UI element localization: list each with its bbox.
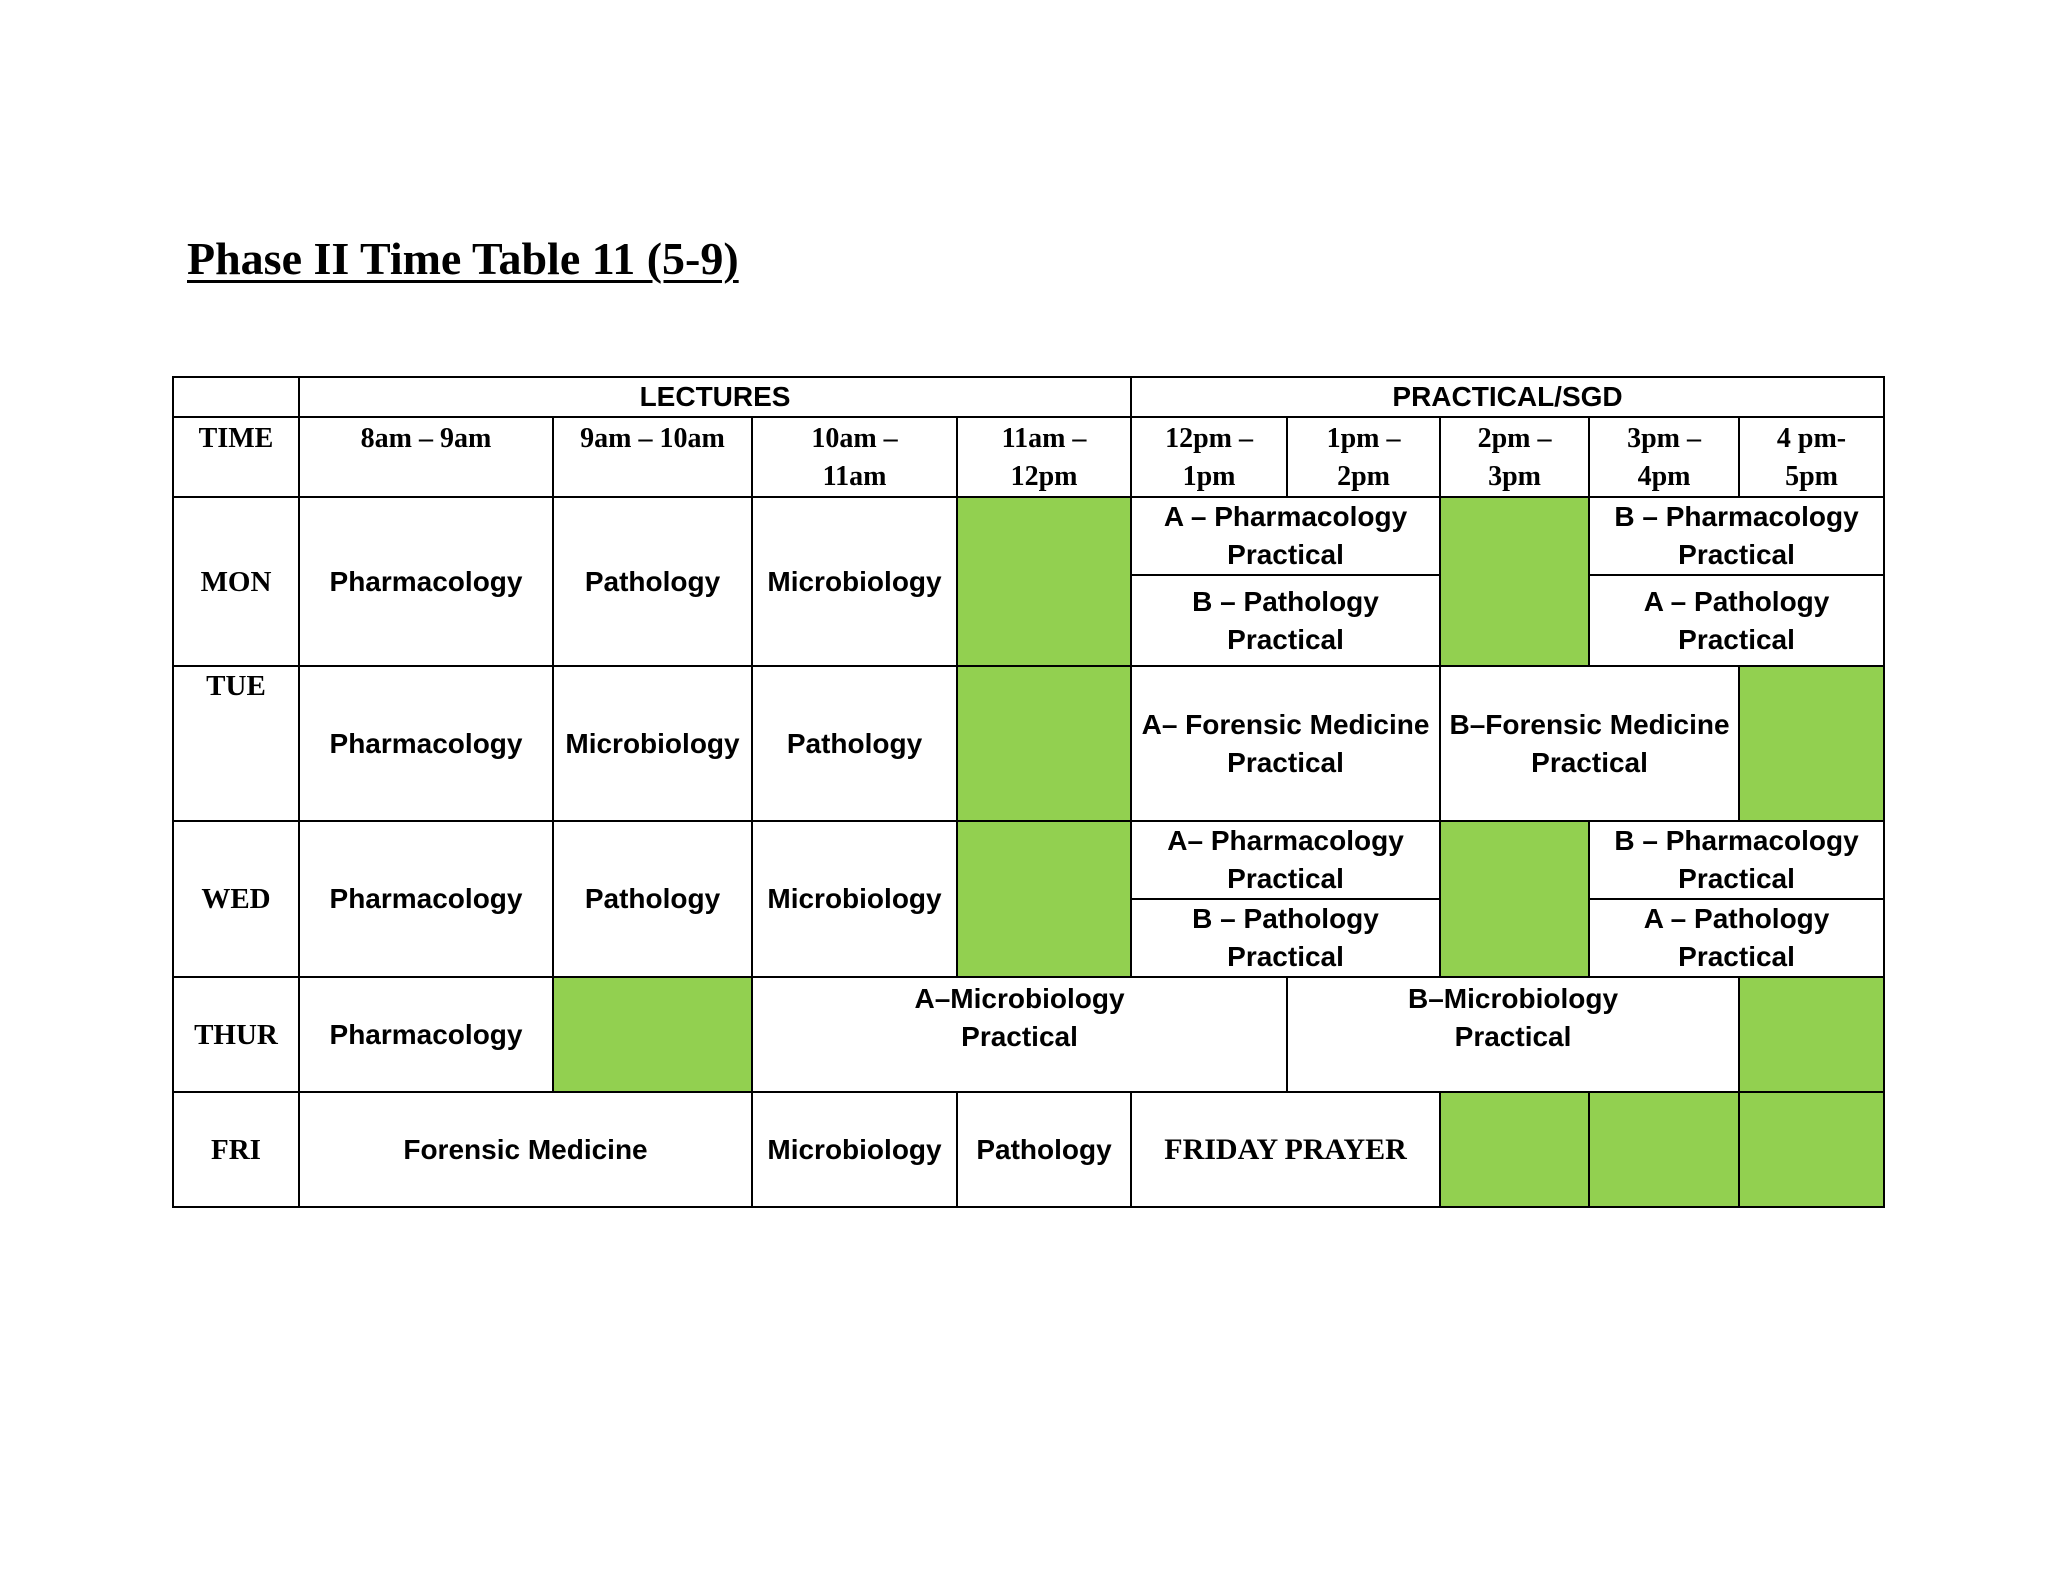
break-cell [1589, 1092, 1739, 1207]
break-cell [1739, 666, 1884, 821]
practical-cell: A–Microbiology Practical [752, 977, 1287, 1092]
day-row-wed [173, 821, 1884, 899]
lecture-cell: Pathology [553, 821, 752, 977]
practical-cell: B – Pathology Practical [1131, 899, 1440, 977]
break-cell [957, 821, 1131, 977]
break-cell [957, 666, 1131, 821]
lecture-cell: Forensic Medicine [299, 1092, 752, 1207]
practical-cell: A – Pathology Practical [1589, 899, 1884, 977]
practical-cell: B – Pathology Practical [1131, 575, 1440, 666]
timetable [172, 376, 1885, 1208]
lecture-cell: Pharmacology [299, 497, 553, 666]
break-cell [957, 497, 1131, 666]
practical-header: PRACTICAL/SGD [1131, 377, 1884, 417]
day-label: THUR [173, 977, 299, 1092]
break-cell [1440, 497, 1589, 666]
lecture-cell: Microbiology [752, 497, 957, 666]
practical-cell: A – Pharmacology Practical [1131, 497, 1440, 575]
break-cell [1739, 1092, 1884, 1207]
slot-header: 9am – 10am [553, 417, 752, 497]
corner-cell [173, 377, 299, 417]
day-row-tue [173, 666, 1884, 821]
time-label: TIME [173, 417, 299, 497]
break-cell [1440, 1092, 1589, 1207]
lecture-cell: Microbiology [553, 666, 752, 821]
slot-header: 1pm – 2pm [1287, 417, 1440, 497]
time-header-row [173, 417, 1884, 497]
day-label: MON [173, 497, 299, 666]
practical-cell: A – Pathology Practical [1589, 575, 1884, 666]
slot-header: 4 pm- 5pm [1739, 417, 1884, 497]
slot-header: 11am – 12pm [957, 417, 1131, 497]
break-cell [553, 977, 752, 1092]
lecture-cell: Pharmacology [299, 666, 553, 821]
practical-cell: B – Pharmacology Practical [1589, 821, 1884, 899]
practical-cell: A– Forensic Medicine Practical [1131, 666, 1440, 821]
slot-header: 10am – 11am [752, 417, 957, 497]
day-label: FRI [173, 1092, 299, 1207]
practical-cell: A– Pharmacology Practical [1131, 821, 1440, 899]
day-row-thur [173, 977, 1884, 1092]
day-row-mon [173, 497, 1884, 575]
slot-header: 3pm – 4pm [1589, 417, 1739, 497]
day-row-fri [173, 1092, 1884, 1207]
break-cell [1440, 821, 1589, 977]
lecture-cell: Microbiology [752, 821, 957, 977]
slot-header: 12pm – 1pm [1131, 417, 1287, 497]
slot-header: 2pm – 3pm [1440, 417, 1589, 497]
practical-cell: B–Microbiology Practical [1287, 977, 1739, 1092]
page-title: Phase II Time Table 11 (5-9) [187, 233, 739, 284]
practical-cell: B – Pharmacology Practical [1589, 497, 1884, 575]
lecture-cell: Pharmacology [299, 977, 553, 1092]
section-header-row [173, 377, 1884, 417]
lecture-cell: Pathology [752, 666, 957, 821]
slot-header: 8am – 9am [299, 417, 553, 497]
day-label: TUE [173, 666, 299, 821]
friday-prayer-cell: FRIDAY PRAYER [1131, 1092, 1440, 1207]
practical-cell: B–Forensic Medicine Practical [1440, 666, 1739, 821]
day-label: WED [173, 821, 299, 977]
lectures-header: LECTURES [299, 377, 1131, 417]
lecture-cell: Microbiology [752, 1092, 957, 1207]
lecture-cell: Pathology [553, 497, 752, 666]
break-cell [1739, 977, 1884, 1092]
lecture-cell: Pharmacology [299, 821, 553, 977]
lecture-cell: Pathology [957, 1092, 1131, 1207]
